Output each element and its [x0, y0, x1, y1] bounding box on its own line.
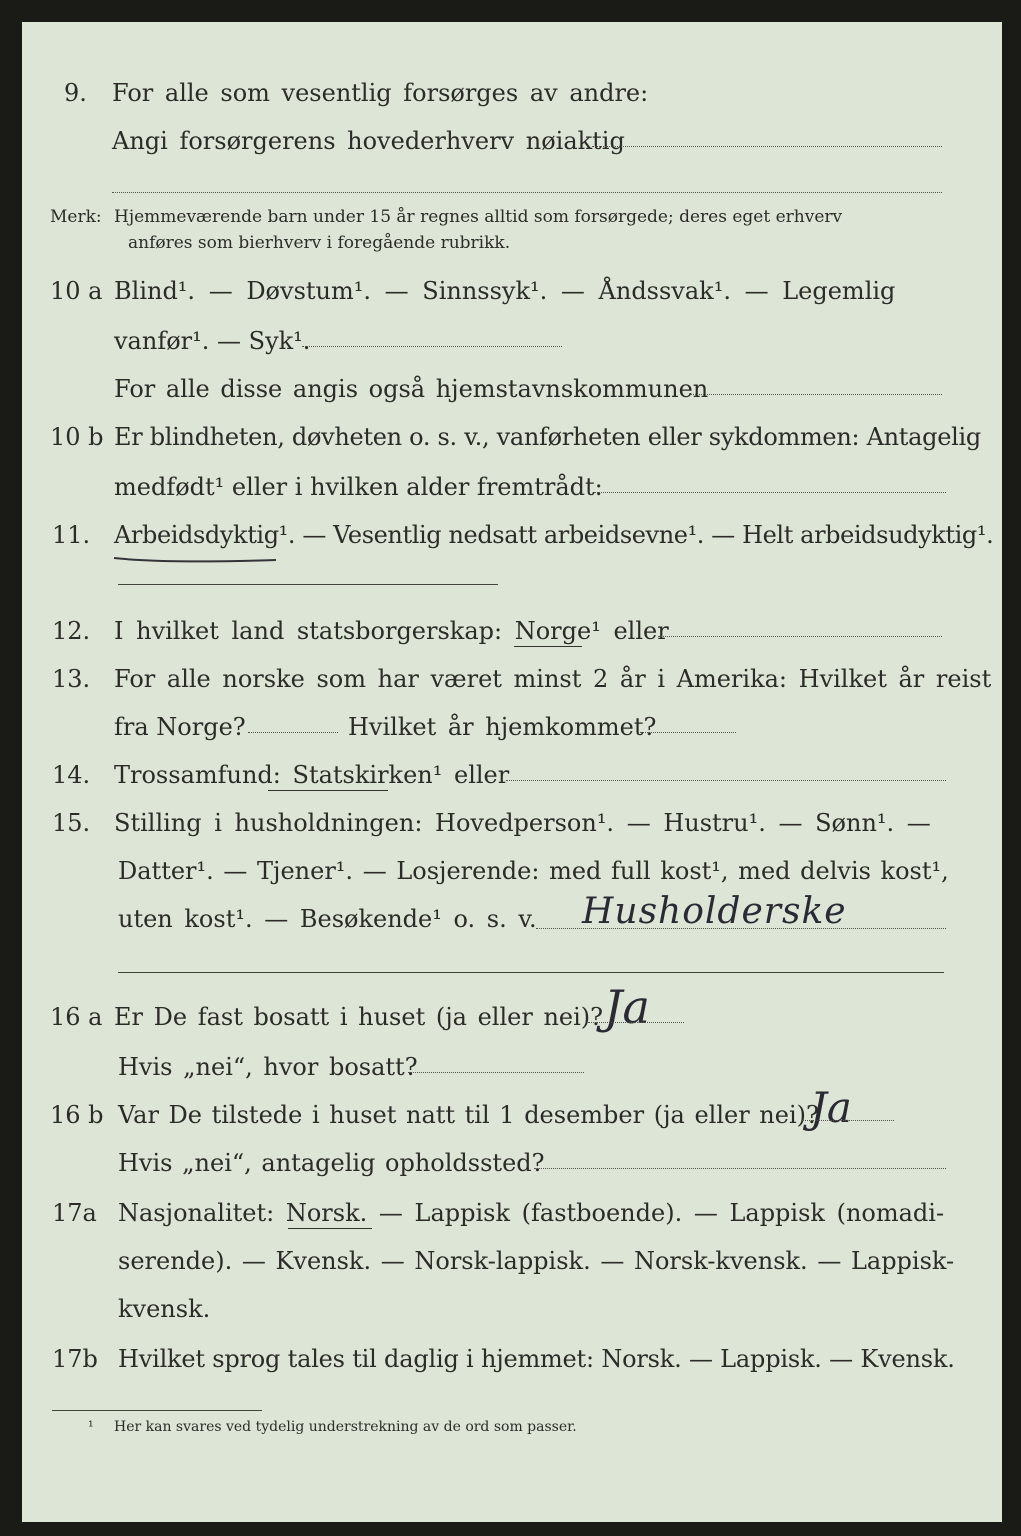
q17b-line1: Hvilket sprog tales til daglig i hjemmet: Norsk. — Lappisk. — Kvensk.: [118, 1345, 955, 1373]
q17a-line1: Nasjonalitet: Norsk. — Lappisk (fastboende). — Lappisk (nomadi-: [118, 1199, 945, 1227]
q17a-norsk-underline: [288, 1228, 372, 1229]
q10a-hjemstavn-field[interactable]: [690, 394, 942, 395]
footnote-text: Her kan svares ved tydelig understrekning av de ord som passer.: [114, 1419, 577, 1435]
q17a-number: 17a: [52, 1199, 97, 1227]
q11-number: 11.: [52, 521, 91, 549]
q14-statskirken-underline: [268, 790, 388, 791]
q12-answer-field[interactable]: [658, 636, 942, 637]
q16a-line1: Er De fast bosatt i huset (ja eller nei)?: [114, 1003, 604, 1031]
q16b-number: 16 b: [50, 1101, 104, 1129]
q10a-line2: vanfør¹. — Syk¹.: [114, 327, 311, 355]
q16a-bosatt-field[interactable]: [408, 1072, 584, 1073]
q11-divider: [118, 584, 498, 585]
q10a-line1: Blind¹. — Døvstum¹. — Sinnssyk¹. — Åndssvak¹. — Legemlig: [114, 277, 896, 305]
q14-line1: Trossamfund: Statskirken¹ eller: [114, 761, 510, 789]
q9-line1: For alle som vesentlig forsørges av andre:: [112, 79, 649, 107]
q16b-handwritten-answer: Ja: [810, 1083, 852, 1132]
q16a-number: 16 a: [50, 1003, 103, 1031]
q10a-number: 10 a: [50, 277, 103, 305]
merk-label: Merk:: [50, 207, 102, 227]
q9-answer-field-2[interactable]: [112, 192, 942, 193]
footnote-mark: ¹: [88, 1419, 94, 1435]
q10a-answer-field[interactable]: [302, 346, 562, 347]
q15-answer-field[interactable]: [536, 928, 946, 929]
q13-reist-field[interactable]: [248, 732, 338, 733]
q17b-number: 17b: [52, 1345, 98, 1373]
q10a-line3: For alle disse angis også hjemstavnskommunen: [114, 375, 709, 403]
q15-handwritten-answer: Husholderske: [582, 891, 847, 932]
q13-line1: For alle norske som har været minst 2 år i Amerika: Hvilket år reist: [114, 665, 992, 693]
q14-answer-field[interactable]: [506, 780, 946, 781]
q9-answer-field[interactable]: [592, 146, 942, 147]
merk-line1: Hjemmeværende barn under 15 år regnes alltid som forsørgede; deres eget erhverv: [114, 207, 843, 227]
q9-number: 9.: [64, 79, 87, 107]
q13-line2a: fra Norge?: [114, 713, 246, 741]
q14-number: 14.: [52, 761, 91, 789]
q16a-line2: Hvis „nei“, hvor bosatt?: [118, 1053, 418, 1081]
q16a-answer-field[interactable]: [588, 1022, 684, 1023]
q10b-line1: Er blindheten, døvheten o. s. v., vanførheten eller sykdommen: Antagelig: [114, 423, 981, 451]
q13-hjemkommet-field[interactable]: [640, 732, 736, 733]
q12-norge-underline: [514, 646, 582, 647]
q15-line2: Datter¹. — Tjener¹. — Losjerende: med full kost¹, med delvis kost¹,: [118, 857, 949, 885]
q13-line2b: Hvilket år hjemkommet?: [348, 713, 657, 741]
q10b-line2: medfødt¹ eller i hvilken alder fremtrådt:: [114, 473, 603, 501]
q12-line1: I hvilket land statsborgerskap: Norge¹ eller: [114, 617, 669, 645]
q16b-answer-field[interactable]: [802, 1120, 894, 1121]
q16b-line2: Hvis „nei“, antagelig opholdssted?: [118, 1149, 545, 1177]
q16b-opholdssted-field[interactable]: [534, 1168, 946, 1169]
q16b-line1: Var De tilstede i huset natt til 1 desember (ja eller nei)?: [118, 1101, 819, 1129]
q10b-number: 10 b: [50, 423, 104, 451]
q15-number: 15.: [52, 809, 91, 837]
q17a-line3: kvensk.: [118, 1295, 211, 1323]
q11-handwritten-underline: [110, 550, 280, 566]
q9-line2: Angi forsørgerens hovederhverv nøiaktig: [112, 127, 625, 155]
footnote-rule: [52, 1410, 262, 1411]
q12-number: 12.: [52, 617, 91, 645]
q15-line1: Stilling i husholdningen: Hovedperson¹. — Hustru¹. — Sønn¹. —: [114, 809, 931, 837]
q11-line1: Arbeidsdyktig¹. — Vesentlig nedsatt arbeidsevne¹. — Helt arbeidsudyktig¹.: [114, 521, 994, 549]
q13-number: 13.: [52, 665, 91, 693]
q16a-handwritten-answer: Ja: [604, 980, 650, 1034]
q15-line3: uten kost¹. — Besøkende¹ o. s. v.: [118, 905, 537, 933]
merk-line2: anføres som bierhverv i foregående rubrikk.: [128, 233, 511, 253]
census-form-page: [22, 22, 1002, 1522]
q10b-answer-field[interactable]: [594, 492, 946, 493]
q15-divider: [118, 972, 944, 973]
q17a-line2: serende). — Kvensk. — Norsk-lappisk. — Norsk-kvensk. — Lappisk-: [118, 1247, 955, 1275]
